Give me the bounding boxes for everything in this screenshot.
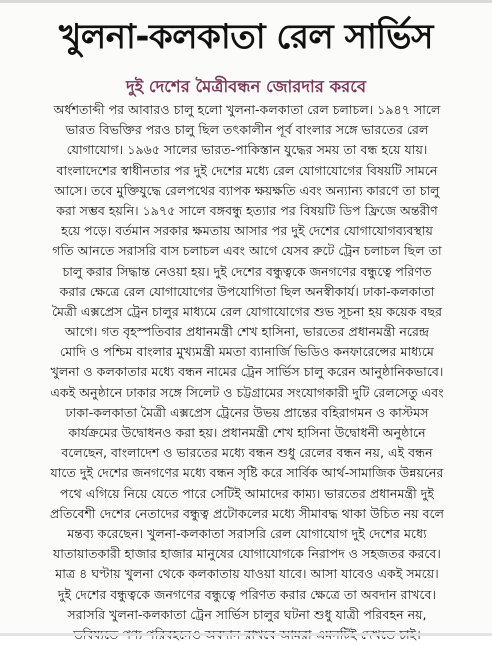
headline: খুলনা-কলকাতা রেল সার্ভিস — [59, 17, 433, 57]
body-line: যাতে দুই দেশের জনগণের মধ্যে বন্ধন সৃষ্টি করে সার্বিক আর্থ-সামাজিক উন্নয়নের — [50, 465, 444, 481]
body-line: দুই দেশের বন্ধুত্বকে জনগণের বন্ধুত্বে পরিণত করার ক্ষেত্রে তা অবদান রাখবে। — [57, 586, 437, 602]
body-line: করা সম্ভব হয়নি। ১৯৭৫ সালে বঙ্গবন্ধু হত্যার পর বিষয়টি ডিপ ফ্রিজে অন্তরীণ — [56, 202, 438, 218]
top-border — [0, 0, 492, 3]
body-line: চালু করার সিদ্ধান্ত নেওয়া হয়। দুই দেশের বন্ধুত্বকে জনগণের বন্ধুত্বে পরিণত — [62, 263, 432, 279]
body-line: খুলনা ও কলকাতার মধ্যে বন্ধন নামের ট্রেন সার্ভিস চালু করেন আনুষ্ঠানিকভাবে। — [50, 364, 444, 380]
body-line: একই অনুষ্ঠানে ঢাকার সঙ্গে সিলেট ও চট্টগ্রামের সংযোগকারী দুটি রেলসেতু এবং — [50, 384, 444, 400]
body-line: আগে। গত বৃহস্পতিবার প্রধানমন্ত্রী শেখ হাসিনা, ভারতের প্রধানমন্ত্রী নরেন্দ্র — [64, 324, 430, 340]
body-line: মৈত্রী এক্সপ্রেস ট্রেন চালুর মাধ্যমে রেল যোগাযোগের শুভ সূচনা হয় কয়েক বছর — [51, 303, 443, 319]
body-line: যোগাযোগ। ১৯৬৫ সালের ভারত-পাকিস্তান যুদ্ধের সময় তা বন্ধ হয়ে যায়। — [66, 142, 428, 158]
body-line: বাংলাদেশের স্বাধীনতার পর দুই দেশের মধ্যে রেল যোগাযোগের বিষয়টি সামনে — [56, 162, 438, 178]
body-line: কার্যক্রমের উদ্বোধনও করা হয়। প্রধানমন্ত্রী শেখ হাসিনা উদ্বোধনী অনুষ্ঠানে — [68, 425, 426, 440]
body-line: যাতায়াতকারী হাজার হাজার মানুষের যোগাযোগকে নিরাপদ ও সহজতর করবে। — [53, 546, 441, 562]
body-line: গতি আনতে সরাসরি বাস চলাচল এবং আগে যেসব রুটে ট্রেন চলাচল ছিল তা — [52, 243, 442, 259]
body-line: সরাসরি খুলনা-কলকাতা ট্রেন সার্ভিস চালুর ঘটনা শুধু যাত্রী পরিবহন নয়, — [67, 606, 427, 622]
article-body — [22, 100, 472, 645]
body-line: অর্ধশতাব্দী পর আবারও চালু হলো খুলনা-কলকাতা রেল চলাচল। ১৯৪৭ সালে — [53, 102, 441, 117]
body-line: ভারত বিভক্তির পরও চালু ছিল তৎকালীন পূর্ব বাংলার সঙ্গে ভারতের রেল — [65, 122, 429, 138]
body-line: আসে। তবে মুক্তিযুদ্ধে রেলপথের ব্যাপক ক্ষয়ক্ষতি এবং অন্যান্য কারণে তা চালু — [54, 182, 440, 198]
body-line: হয়ে পড়ে। বর্তমান সরকার ক্ষমতায় আসার পর দুই দেশের যোগাযোগব্যবস্থায় — [61, 223, 433, 239]
body-line: পথে এগিয়ে নিয়ে যেতে পারে সেটিই আমাদের কাম্য। ভারতের প্রধানমন্ত্রী দুই — [60, 485, 434, 501]
body-line: প্রতিবেশী দেশের নেতাদের বন্ধুত্ব প্রটোকলের মধ্যে সীমাবদ্ধ থাকা উচিত নয় বলে — [49, 505, 445, 521]
body-line: মাত্র ৪ ঘণ্টায় খুলনা থেকে কলকাতায় যাওয়া যাবে। আসা যাবেও একই সময়ে। — [55, 566, 439, 582]
body-line: বলেছেন, বাংলাদেশ ও ভারতের মধ্যে বন্ধন শুধু রেলের বন্ধন নয়, এই বন্ধন — [61, 445, 433, 461]
body-line: ঢাকা-কলকাতা মৈত্রী এক্সপ্রেস ট্রেনের উভয় প্রান্তের বহিরাগমন ও কাস্টমস — [65, 404, 429, 420]
body-line: করার ক্ষেত্রে রেল যোগাযোগের উপযোগিতা ছিল অনস্বীকার্য। ঢাকা-কলকাতা — [59, 283, 435, 299]
body-line: মন্তব্য করেছেন। খুলনা-কলকাতা সরাসরি রেল যোগাযোগ দুই দেশের মধ্যে — [67, 525, 427, 541]
subheadline: দুই দেশের মৈত্রীবন্ধন জোরদার করবে — [125, 77, 367, 96]
body-line: মোদি ও পশ্চিম বাংলার মুখ্যমন্ত্রী মমতা ব্যানার্জি ভিডিও কনফারেন্সের মাধ্যমে — [60, 344, 434, 360]
